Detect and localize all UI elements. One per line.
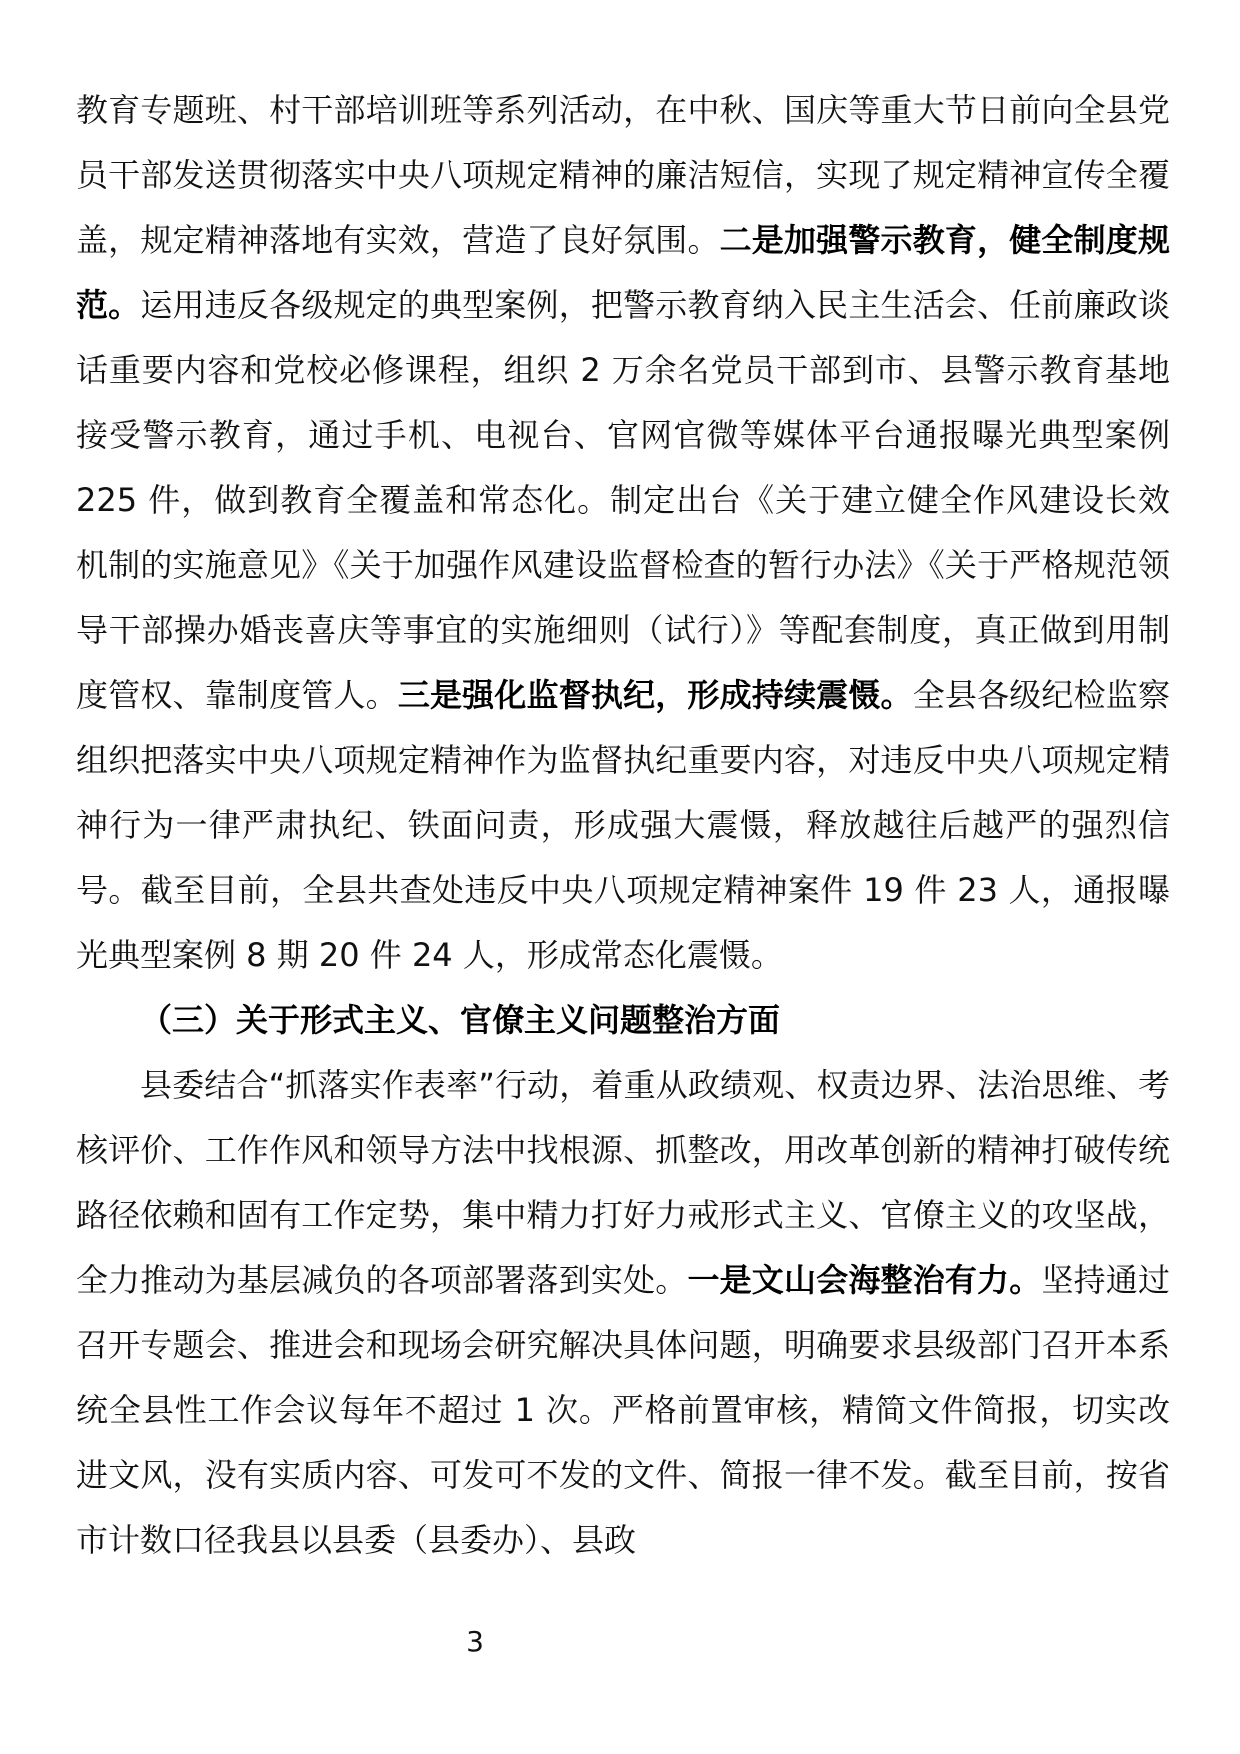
paragraph-text: 教育专题班、村干部培训班等系列活动，在中秋、国庆等重大节日前向全县党员干部发送贯彻落实中央八项规定精神的廉洁短信，实现了规定精神宣传全覆盖，规定精神落地有实效，营造了良好氛围。	[76, 91, 1170, 259]
paragraph-text: 坚持通过召开专题会、推进会和现场会研究解决具体问题，明确要求县级部门召开本系统全县性工作会议每年不超过 1 次。严格前置审核，精简文件简报，切实改进文风，没有实质内容、可发可不发的文件、简报一律不发。截至目前，按省市计数口径我县以县委（县委办）、县政	[76, 1261, 1170, 1559]
bold-point-heading: 三是强化监督执纪，形成持续震慑。	[397, 676, 913, 714]
paragraph-text: 运用违反各级规定的典型案例，把警示教育纳入民主生活会、任前廉政谈话重要内容和党校必修课程，组织 2 万余名党员干部到市、县警示教育基地接受警示教育，通过手机、电视台、官网官微等媒体平台通报曝光典型案例 225 件，做到教育全覆盖和常态化。制定出台《关于建立健全作风建设长效机制的实施意见》《关于加强作风建设监督检查的暂行办法》《关于严格规范领导干部操办婚丧喜庆等事宜的实施细则（试行）》等配套制度，真正做到用制度管权、靠制度管人。	[76, 286, 1170, 714]
paragraph-text: 县委结合“抓落实作表率”行动，着重从政绩观、权责边界、法治思维、考核评价、工作作风和领导方法中找根源、抓整改，用改革创新的精神打破传统路径依赖和固有工作定势，集中精力打好力戒形式主义、官僚主义的攻坚战，全力推动为基层减负的各项部署落到实处。	[76, 1066, 1170, 1299]
bold-point-heading: 一是文山会海整治有力。	[687, 1261, 1042, 1299]
paragraph-warning-education	[76, 78, 1170, 988]
page-number: 3	[466, 1625, 484, 1658]
paragraph-text: 全县各级纪检监察组织把落实中央八项规定精神作为监督执纪重要内容，对违反中央八项规定精神行为一律严肃执纪、铁面问责，形成强大震慑，释放越往后越严的强烈信号。截至目前，全县共查处违反中央八项规定精神案件 19 件 23 人，通报曝光典型案例 8 期 20 件 24 人，形成常态化震慑。	[76, 676, 1170, 974]
bold-point-heading: 二是加强警示教育，健全制度规范。	[76, 221, 1170, 324]
paragraph-formalism	[76, 1053, 1170, 1573]
document-body	[76, 78, 1170, 1573]
section-heading: （三）关于形式主义、官僚主义问题整治方面	[140, 1001, 781, 1039]
